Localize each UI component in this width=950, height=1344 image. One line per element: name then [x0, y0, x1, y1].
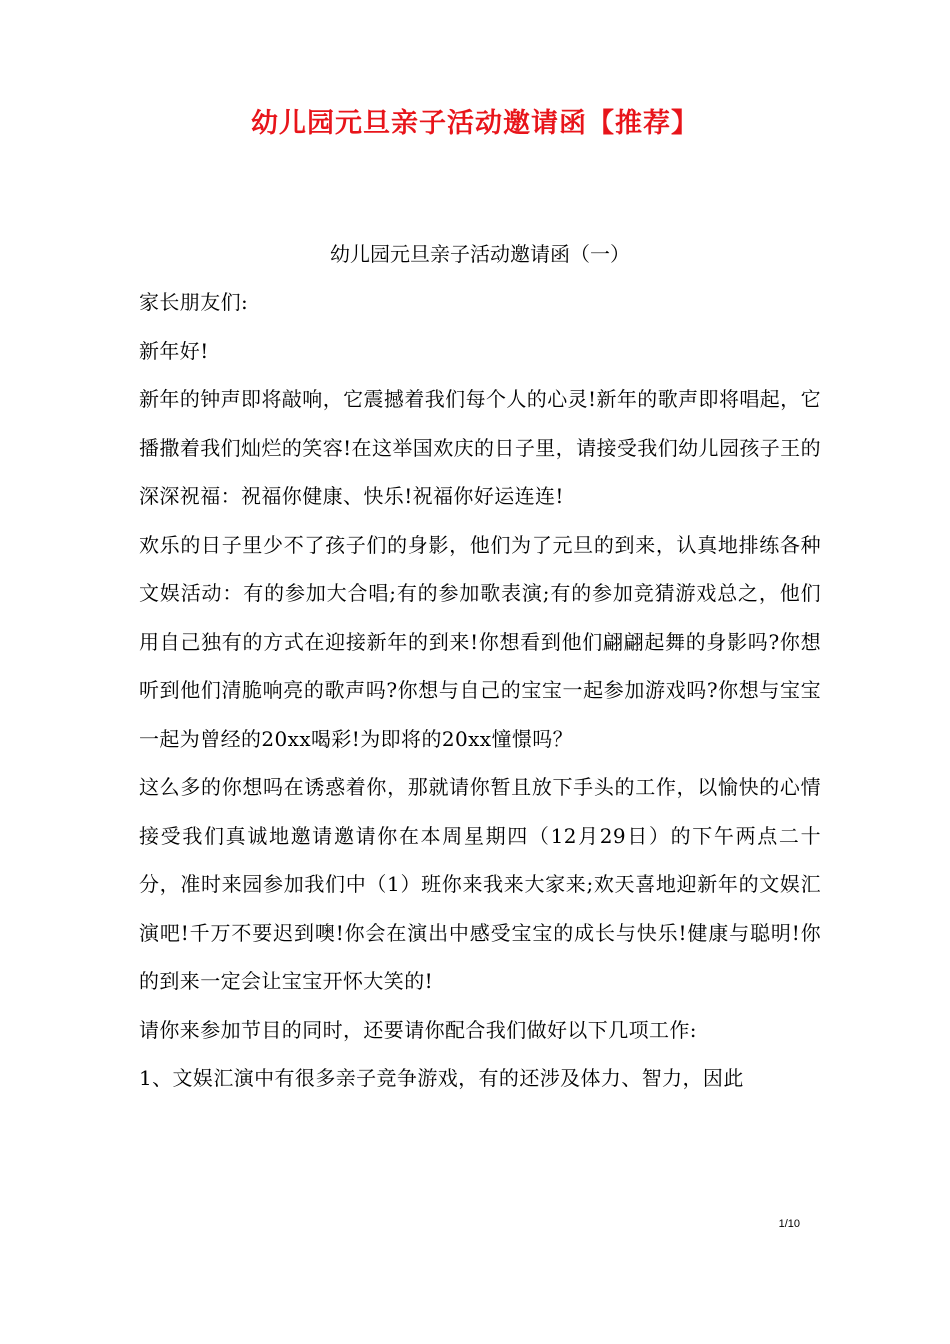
- section-title: 幼儿园元旦亲子活动邀请函（一）: [330, 242, 630, 266]
- paragraph-bells: 新年的钟声即将敲响，它震撼着我们每个人的心灵!新年的歌声即将唱起，它播撒着我们灿烂的笑容!在这举国欢庆的日子里，请接受我们幼儿园孩子王的深深祝福：祝福你健康、快乐!祝福你好运连连!: [139, 387, 821, 508]
- paragraph-item-1: 1、文娱汇演中有很多亲子竞争游戏，有的还涉及体力、智力，因此: [139, 1066, 744, 1090]
- paragraph-greeting: 家长朋友们:: [139, 290, 249, 314]
- page-number: 1/10: [778, 1218, 800, 1230]
- document-body: [139, 230, 821, 1103]
- document-main-title: 幼儿园元旦亲子活动邀请函【推荐】: [251, 108, 699, 139]
- paragraph-cooperation: 请你来参加节目的同时，还要请你配合我们做好以下几项工作:: [139, 1017, 697, 1042]
- paragraph-invitation: 这么多的你想吗在诱惑着你，那就请你暂且放下手头的工作，以愉快的心情接受我们真诚地邀请邀请你在本周星期四（12月29日）的下午两点二十分，准时来园参加我们中（1）班你来我来大家来;欢天喜地迎新年的文娱汇演吧!千万不要迟到噢!你会在演出中感受宝宝的成长与快乐!健康与聪明!你的到来一定会让宝宝开怀大笑的!: [139, 775, 821, 993]
- paragraph-new-year: 新年好!: [139, 338, 209, 363]
- paragraph-children: 欢乐的日子里少不了孩子们的身影，他们为了元旦的到来，认真地排练各种文娱活动：有的参加大合唱;有的参加歌表演;有的参加竞猜游戏总之，他们用自己独有的方式在迎接新年的到来!你想看到他们翩翩起舞的身影吗?你想听到他们清脆响亮的歌声吗?你想与自己的宝宝一起参加游戏吗?你想与宝宝一起为曾经的20xx喝彩!为即将的20xx憧憬吗？: [139, 532, 821, 751]
